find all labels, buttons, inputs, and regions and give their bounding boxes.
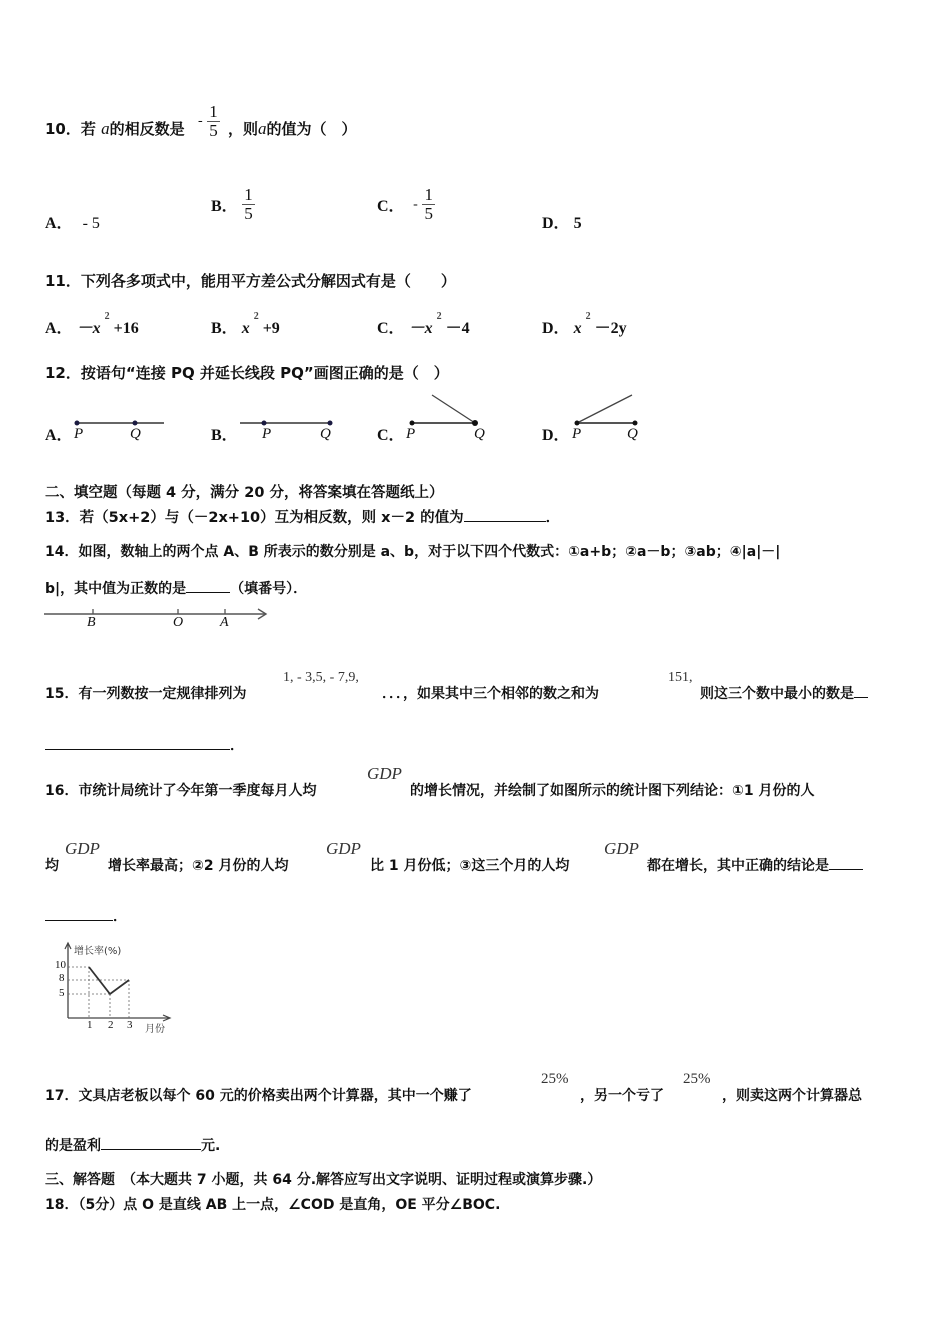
stem-text: 16．市统计局统计了今年第一季度每月人均: [45, 783, 317, 799]
point-q-label: Q: [130, 426, 141, 442]
minus-sign: -: [198, 113, 203, 129]
question-17-mid: ，另一个亏了: [580, 1088, 664, 1104]
q12-option-b-label[interactable]: B．: [211, 427, 238, 444]
question-16-line2-d: [647, 855, 863, 875]
denominator: 5: [244, 204, 253, 223]
axis-label-o: O: [173, 615, 184, 630]
q11-option-c[interactable]: [377, 310, 470, 338]
section-2-title: 二、填空题（每题 4 分，满分 20 分，将答案填在答题纸上）: [45, 485, 444, 501]
stem-text: 15．有一列数按一定规律排列为: [45, 686, 247, 702]
question-15-line1: [45, 683, 246, 703]
point-p-label: P: [406, 426, 416, 442]
q11-option-d[interactable]: [542, 310, 627, 338]
option-label: C．: [377, 198, 405, 215]
question-17-line1: 17．文具店老板以每个 60 元的价格卖出两个计算器，其中一个赚了: [45, 1088, 472, 1104]
xtick-3: 3: [127, 1019, 133, 1031]
xtick-2: 2: [108, 1019, 114, 1031]
option-value: 5: [573, 215, 582, 232]
gdp-term: GDP: [367, 764, 402, 783]
gdp-term: GDP: [326, 839, 361, 858]
fraction: [242, 186, 255, 223]
chart-ylabel: 增长率(%): [74, 946, 122, 957]
question-number: 10．: [45, 120, 81, 138]
option-label: D．: [542, 320, 570, 337]
axis-label-a: A: [220, 615, 229, 630]
profit-percent: 25%: [541, 1071, 569, 1087]
question-16-line1-tail: 的增长情况，并绘制了如图所示的统计图下列结论：①1 月份的人: [410, 783, 815, 799]
question-16-line2-c: 比 1 月份低；③这三个月的人均: [370, 858, 570, 874]
denominator: 5: [424, 204, 433, 223]
stem-text: 13．若（5x+2）与（－2x+10）互为相反数，则 x－2 的值为: [45, 510, 464, 526]
xtick-1: 1: [87, 1019, 93, 1031]
fraction: [422, 186, 435, 223]
stem-text: ．: [230, 738, 244, 754]
stem-text: （填番号）．: [230, 581, 308, 597]
numerator: 1: [424, 185, 433, 204]
stem-text: 的是盈利: [45, 1138, 101, 1154]
question-15-tail: [700, 683, 868, 703]
question-16-line2-a: 均: [45, 858, 59, 874]
answer-blank[interactable]: [854, 683, 868, 698]
answer-blank-continued[interactable]: [45, 735, 230, 750]
answer-blank[interactable]: [101, 1135, 201, 1150]
q12-option-d-label[interactable]: D．: [542, 427, 570, 444]
question-14-line2: [45, 578, 307, 598]
q11-option-a[interactable]: [45, 310, 139, 338]
question-12-stem: 12．按语句“连接 PQ 并延长线段 PQ”画图正确的是（ ）: [45, 364, 449, 382]
point-q-label: Q: [474, 426, 485, 442]
stem-text: 元.: [201, 1138, 221, 1154]
point-q-label: Q: [320, 426, 331, 442]
question-16-line3: [45, 906, 127, 926]
ytick-10: 10: [55, 959, 66, 971]
exponent: 2: [104, 310, 110, 322]
gdp-term: GDP: [604, 839, 639, 858]
point-p-label: P: [262, 426, 272, 442]
axis-label-b: B: [87, 615, 96, 630]
question-14-line1: 14．如图，数轴上的两个点 A、B 所表示的数分别是 a、b，对于以下四个代数式：①a+b；②a－b；③ab；④|a|－|: [45, 544, 781, 560]
question-16-line2-b: 增长率最高；②2 月份的人均: [108, 858, 289, 874]
point-p-label: P: [74, 426, 84, 442]
q10-option-d[interactable]: [542, 210, 582, 233]
stem-text: 则这三个数中最小的数是: [700, 686, 854, 702]
point-q-label: Q: [627, 426, 638, 442]
minus-sign: -: [413, 196, 418, 212]
ytick-5: 5: [59, 987, 65, 999]
q12-option-a-diagram: [70, 412, 170, 446]
question-10-given-fraction: [198, 103, 220, 140]
variable-a: a: [258, 119, 267, 138]
q10-option-c[interactable]: [377, 186, 435, 223]
option-label: D．: [542, 215, 570, 232]
question-13: [45, 506, 560, 527]
fraction: [207, 103, 220, 140]
numerator: 1: [244, 185, 253, 204]
q11-option-b[interactable]: [211, 310, 280, 338]
question-17-tail: ，则卖这两个计算器总: [722, 1088, 862, 1104]
question-10-stem: [45, 118, 185, 139]
option-label: A．: [45, 215, 73, 232]
gdp-growth-chart: [44, 938, 184, 1038]
variable-a: a: [101, 119, 110, 138]
answer-blank[interactable]: [829, 855, 863, 870]
point-p-label: P: [572, 426, 582, 442]
question-18: 18．（5分）点 O 是直线 AB 上一点，∠COD 是直角，OE 平分∠BOC.: [45, 1197, 501, 1213]
answer-blank-continued[interactable]: [45, 906, 113, 921]
option-term: －2y: [594, 320, 627, 337]
question-11-stem: 11．下列各多项式中，能用平方差公式分解因式有是（ ）: [45, 272, 456, 290]
q12-option-c-label[interactable]: C．: [377, 427, 405, 444]
stem-text: b|，其中值为正数的是: [45, 581, 187, 597]
sum-value: 151,: [668, 670, 693, 685]
q10-option-b[interactable]: [211, 186, 255, 223]
option-base: x: [241, 320, 250, 337]
answer-blank[interactable]: [186, 578, 230, 593]
q10-option-a[interactable]: [45, 210, 100, 233]
option-term: －4: [445, 320, 470, 337]
section-3-title: 三、解答题 （本大题共 7 小题，共 64 分.解答应写出文字说明、证明过程或演算步骤.）: [45, 1172, 602, 1188]
question-15-line2: [45, 735, 244, 755]
question-15-mid: ．．．，如果其中三个相邻的数之和为: [382, 686, 599, 702]
exponent: 2: [253, 310, 259, 322]
option-label: B．: [211, 198, 238, 215]
option-base: －x: [408, 320, 433, 337]
option-label: A．: [45, 320, 73, 337]
numerator: 1: [209, 102, 218, 121]
stem-text: ，则: [228, 120, 259, 138]
option-label: C．: [377, 320, 405, 337]
question-16-line1: [45, 780, 316, 800]
chart-xlabel: 月份: [145, 1024, 165, 1035]
question-10-stem-tail: [228, 118, 357, 139]
sequence-expression: 1, - 3,5, - 7,9,: [283, 670, 359, 685]
ytick-8: 8: [59, 972, 65, 984]
option-base: x: [573, 320, 582, 337]
stem-text: 的值为（ ）: [266, 120, 357, 138]
stem-text: ．: [113, 909, 127, 925]
loss-percent: 25%: [683, 1071, 711, 1087]
number-line-diagram: [44, 605, 274, 635]
answer-blank[interactable]: [464, 507, 546, 522]
stem-text: 都在增长，其中正确的结论是: [647, 858, 829, 874]
option-term: +16: [113, 320, 139, 337]
stem-text: 的相反数是: [109, 120, 185, 138]
gdp-term: GDP: [65, 839, 100, 858]
denominator: 5: [209, 121, 218, 140]
question-17-line2: [45, 1135, 220, 1155]
option-term: +9: [262, 320, 280, 337]
q12-option-a-label[interactable]: A．: [45, 427, 73, 444]
option-label: B．: [211, 320, 238, 337]
exponent: 2: [436, 310, 442, 322]
exponent: 2: [585, 310, 591, 322]
option-value: - 5: [82, 215, 100, 232]
option-base: －x: [76, 320, 101, 337]
stem-text: ．: [545, 510, 561, 526]
stem-text: 若: [80, 120, 96, 138]
